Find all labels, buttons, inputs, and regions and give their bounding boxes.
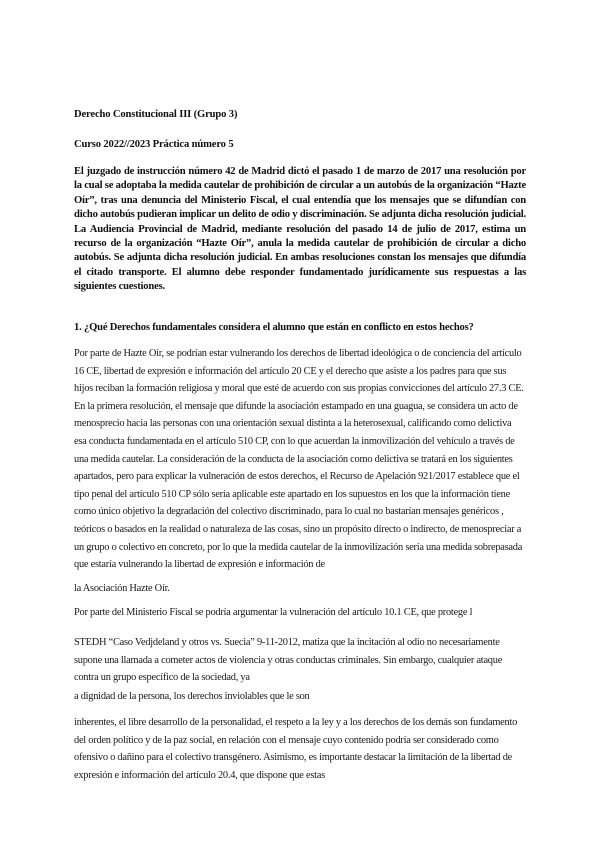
answer-paragraph: inherentes, el libre desarrollo de la personalidad, el respeto a la ley y a los derechos de los demás son fundamento del orden político y de la paz social, en relación con el mensaje cuyo contenido podría ser considerado como ofensivo o dañino para el colectivo transgénero. Asimismo, es importante destacar la limitación de la libertad de expresión e información del artículo 20.4, que dispone que estas [74, 717, 518, 781]
answer-paragraph: a dignidad de la persona, los derechos inviolables que le son [74, 691, 310, 702]
answer-paragraph: Por parte del Ministerio Fiscal se podría argumentar la vulneración del artículo 10.1 CE, que protege l [74, 607, 473, 618]
answer-paragraph: la Asociación Hazte Oír. [74, 583, 170, 594]
question-1: 1. ¿Qué Derechos fundamentales considera el alumno que están en conflicto en estos hechos? [74, 322, 474, 333]
course-year-practice: Curso 2022//2023 Práctica número 5 [74, 139, 234, 150]
answer-paragraph: STEDH “Caso Vedjdeland y otros vs. Suecia” 9-11-2012, matiza que la incitación al odio no necesariamente supone una llamada a cometer actos de violencia y otras conductas criminales. Sin embargo, cualquier ataque contra un grupo específico de la sociedad, ya [74, 637, 503, 684]
course-title: Derecho Constitucional III (Grupo 3) [74, 109, 238, 120]
answer-paragraph: Por parte de Hazte Oír, se podrían estar vulnerando los derechos de libertad ideológica o de conciencia del artículo 16 CE, libertad de expresión e información del artículo 20 CE y el derecho que asiste a los padres para que sus hijos reciban la formación religiosa y moral que esté de acuerdo con sus propias convicciones del artículo 27.3 CE. En la primera resolución, el mensaje que difunde la asociación estampado en una guagua, se considera un acto de menosprecio hacia las personas con una orientación sexual distinta a la heterosexual, calificando como delictiva esa conducta fundamentada en el artículo 510 CP, con lo que acuerdan la inmovilización del vehículo a través de una medida cautelar. La consideración de la conducta de la asociación como delictiva se tratará en los siguientes apartados, pero para explicar la vulneración de estos derechos, el Recurso de Apelación 921/2017 establece que el tipo penal del artículo 510 CP sólo sería aplicable este apartado en los supuestos en los que la información tiene como único objetivo la degradación del colectivo discriminado, para lo cual no bastarían mensajes genéricos , teóricos o basados en la realidad o naturaleza de las cosas, sino un propósito directo o indirecto, de menospreciar a un grupo o colectivo en concreto, por lo que la medida cautelar de la inmovilización sería una medida sobrepasada que estaría vulnerando la libertad de expresión e información de [74, 348, 524, 571]
case-statement: El juzgado de instrucción número 42 de Madrid dictó el pasado 1 de marzo de 2017 una resolución por la cual se adoptaba la medida cautelar de prohibición de circular a un autobús de la organización “Hazte Oír”, tras una denuncia del Ministerio Fiscal, el cual entendía que los mensajes que se difundían con dicho autobús pudieran implicar un delito de odio y discriminación. Se adjunta dicha resolución judicial. La Audiencia Provincial de Madrid, mediante resolución del pasado 14 de julio de 2017, estima un recurso de la organización “Hazte Oír”, anula la medida cautelar de prohibición de circular a dicho autobús. Se adjunta dicha resolución judicial. En ambas resoluciones constan los mensajes que difundía el citado transporte. El alumno debe responder fundamentado jurídicamente sus respuestas a las siguientes cuestiones. [74, 166, 526, 293]
